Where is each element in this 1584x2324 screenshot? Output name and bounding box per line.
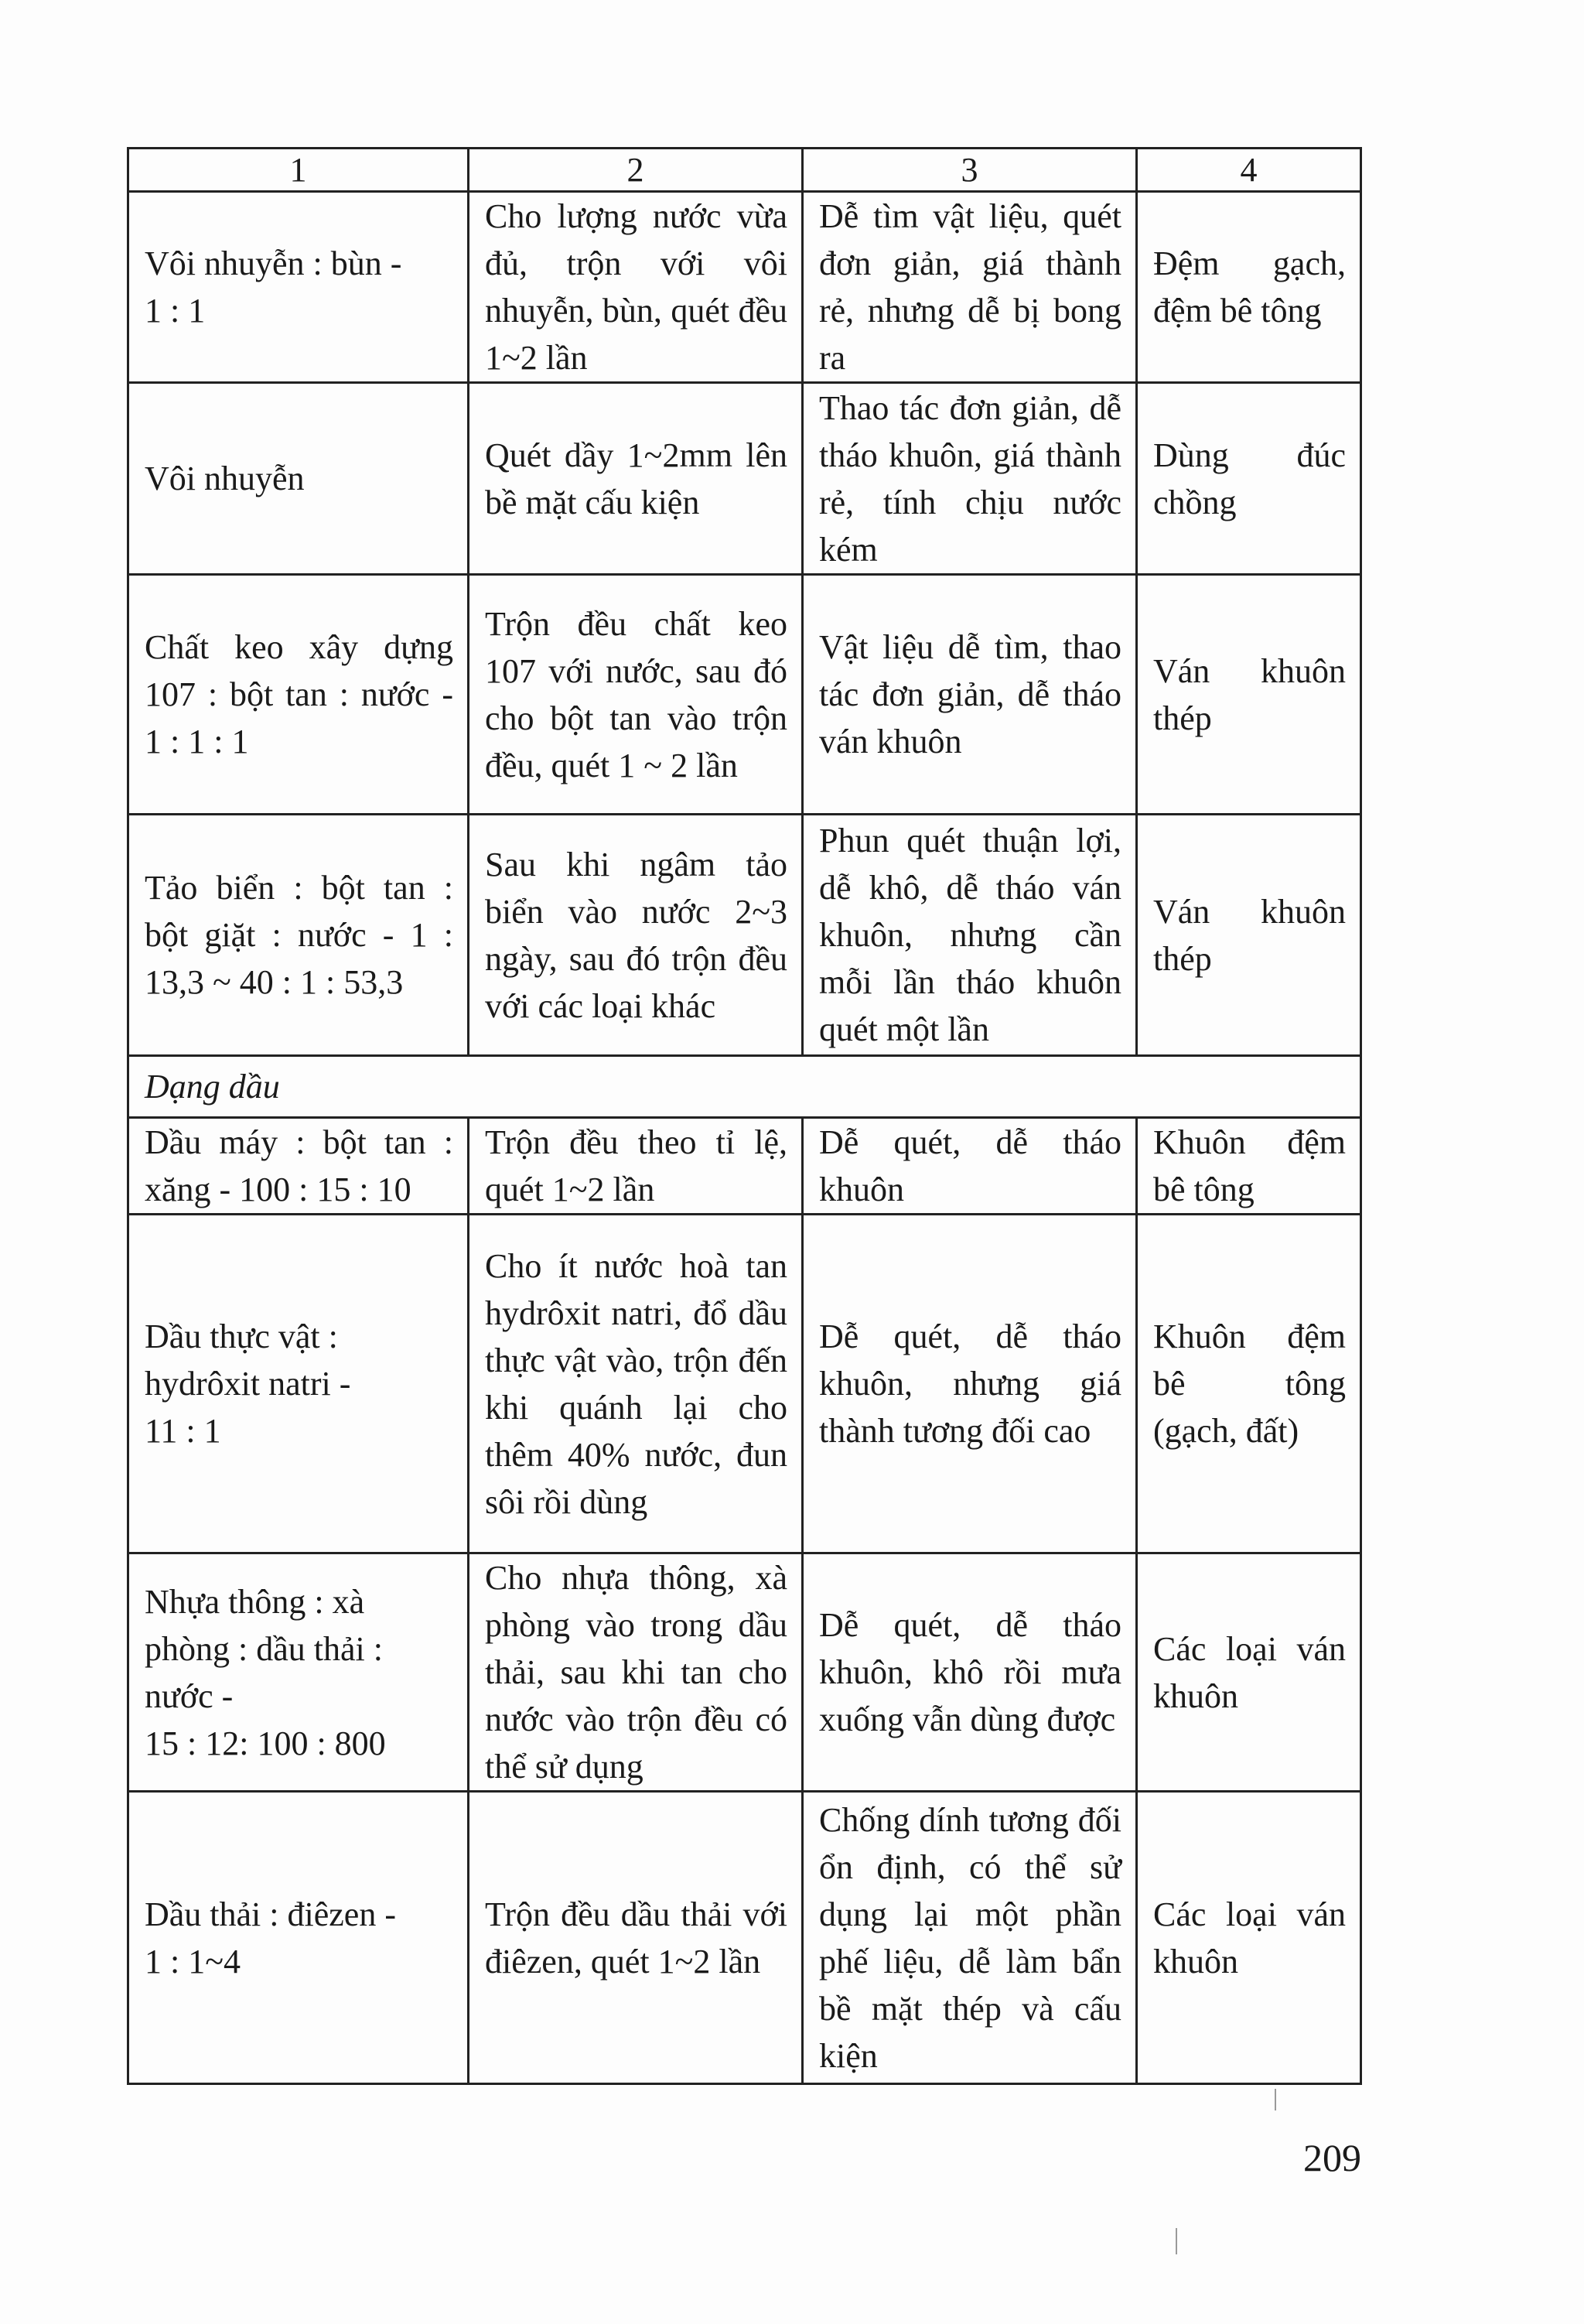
scan-artifact-line <box>1176 2228 1177 2254</box>
section-label-oil: Dạng dầu <box>128 1056 1361 1118</box>
section-row <box>128 1056 1361 1118</box>
table-row <box>128 815 1361 1056</box>
application-cell: Các loại ván khuôn <box>1137 1553 1361 1792</box>
table-row <box>128 383 1361 575</box>
composition-cell: Tảo biển : bột tan : bột giặt : nước - 1 : 13,3 ~ 40 : 1 : 53,3 <box>128 815 469 1056</box>
application-cell: Dùng đúc chồng <box>1137 383 1361 575</box>
composition-cell: Chất keo xây dựng 107 : bột tan : nước - 1 : 1 : 1 <box>128 575 469 815</box>
table-row <box>128 1553 1361 1792</box>
composition-cell: Dầu máy : bột tan : xăng - 100 : 15 : 10 <box>128 1118 469 1215</box>
method-cell: Quét dầy 1~2mm lên bề mặt cấu kiện <box>469 383 803 575</box>
composition-cell: Nhựa thông : xà phòng : dầu thải : nước - 15 : 12: 100 : 800 <box>128 1553 469 1792</box>
composition-cell: Dầu thực vật : hydrôxit natri - 11 : 1 <box>128 1215 469 1553</box>
application-cell: Ván khuôn thép <box>1137 815 1361 1056</box>
composition-cell: Vôi nhuyễn <box>128 383 469 575</box>
characteristics-cell: Chống dính tương đối ổn định, có thể sử dụng lại một phần phế liệu, dễ làm bẩn bề mặt thép và cấu kiện <box>803 1792 1137 2084</box>
page-number: 209 <box>1303 2136 1361 2179</box>
application-cell: Các loại ván khuôn <box>1137 1792 1361 2084</box>
application-cell: Ván khuôn thép <box>1137 575 1361 815</box>
method-cell: Trộn đều chất keo 107 với nước, sau đó cho bột tan vào trộn đều, quét 1 ~ 2 lần <box>469 575 803 815</box>
method-cell: Trộn đều theo tỉ lệ, quét 1~2 lần <box>469 1118 803 1215</box>
table-row <box>128 192 1361 383</box>
table-row <box>128 575 1361 815</box>
method-cell: Cho ít nước hoà tan hydrôxit natri, đổ dầu thực vật vào, trộn đến khi quánh lại cho thêm 40% nước, đun sôi rồi dùng <box>469 1215 803 1553</box>
composition-cell: Dầu thải : điêzen - 1 : 1~4 <box>128 1792 469 2084</box>
method-cell: Trộn đều dầu thải với điêzen, quét 1~2 lần <box>469 1792 803 2084</box>
characteristics-cell: Dễ tìm vật liệu, quét đơn giản, giá thành rẻ, nhưng dễ bị bong ra <box>803 192 1137 383</box>
characteristics-cell: Dễ quét, dễ tháo khuôn <box>803 1118 1137 1215</box>
release-agent-table <box>127 147 1362 2085</box>
scan-artifact-line <box>1275 2089 1276 2110</box>
column-header-3: 3 <box>803 149 1137 192</box>
characteristics-cell: Phun quét thuận lợi, dễ khô, dễ tháo ván khuôn, nhưng cần mỗi lần tháo khuôn quét một lần <box>803 815 1137 1056</box>
column-header-1: 1 <box>128 149 469 192</box>
application-cell: Khuôn đệm bê tông (gạch, đất) <box>1137 1215 1361 1553</box>
application-cell: Khuôn đệm bê tông <box>1137 1118 1361 1215</box>
column-header-2: 2 <box>469 149 803 192</box>
application-cell: Đệm gạch, đệm bê tông <box>1137 192 1361 383</box>
column-header-4: 4 <box>1137 149 1361 192</box>
table-row <box>128 1118 1361 1215</box>
characteristics-cell: Vật liệu dễ tìm, thao tác đơn giản, dễ tháo ván khuôn <box>803 575 1137 815</box>
composition-cell: Vôi nhuyễn : bùn - 1 : 1 <box>128 192 469 383</box>
method-cell: Cho nhựa thông, xà phòng vào trong dầu thải, sau khi tan cho nước vào trộn đều có thể sử dụng <box>469 1553 803 1792</box>
table-header-row <box>128 149 1361 192</box>
table-row <box>128 1792 1361 2084</box>
characteristics-cell: Thao tác đơn giản, dễ tháo khuôn, giá thành rẻ, tính chịu nước kém <box>803 383 1137 575</box>
table-row <box>128 1215 1361 1553</box>
method-cell: Sau khi ngâm tảo biển vào nước 2~3 ngày, sau đó trộn đều với các loại khác <box>469 815 803 1056</box>
characteristics-cell: Dễ quét, dễ tháo khuôn, khô rồi mưa xuống vẫn dùng được <box>803 1553 1137 1792</box>
method-cell: Cho lượng nước vừa đủ, trộn với vôi nhuyễn, bùn, quét đều 1~2 lần <box>469 192 803 383</box>
characteristics-cell: Dễ quét, dễ tháo khuôn, nhưng giá thành tương đối cao <box>803 1215 1137 1553</box>
